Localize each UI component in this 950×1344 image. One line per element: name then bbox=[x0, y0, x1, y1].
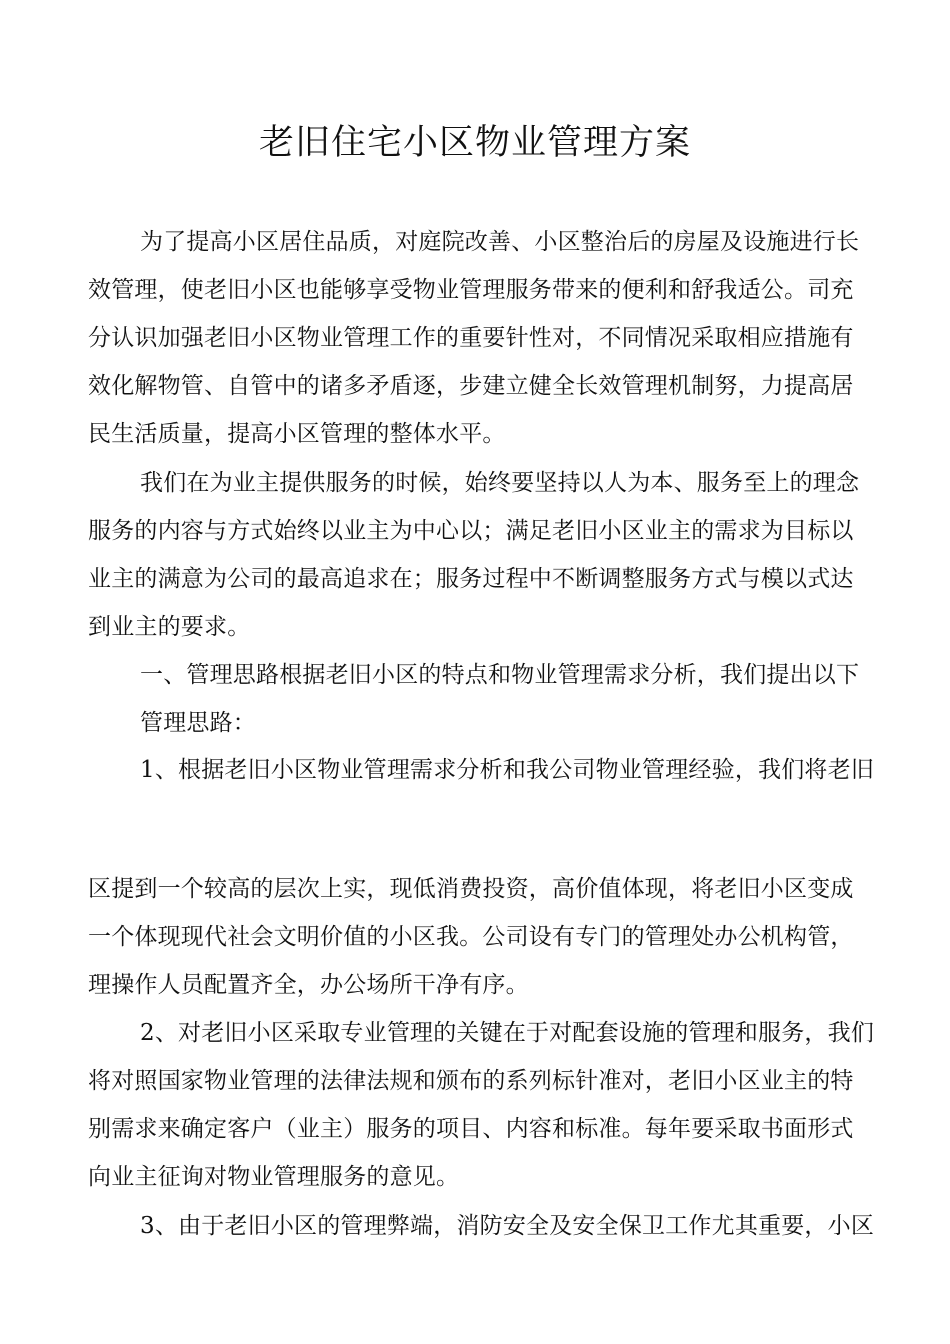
paragraph-line: 向业主征询对物业管理服务的意见。 bbox=[88, 1164, 460, 1190]
paragraph-service bbox=[88, 459, 950, 651]
paragraph-line: 一个体现现代社会文明价值的小区我。公司设有专门的管理处办公机构管， bbox=[88, 924, 854, 950]
list-item-3 bbox=[88, 1202, 950, 1250]
paragraph-line: 业主的满意为公司的最高追求在；服务过程中不断调整服务方式与模以式达 bbox=[88, 566, 854, 592]
paragraph-intro bbox=[88, 218, 950, 458]
paragraph-line: 到业主的要求。 bbox=[88, 614, 251, 640]
list-item-1-continued bbox=[88, 865, 950, 1009]
paragraph-line: 2、对老旧小区采取专业管理的关键在于对配套设施的管理和服务，我们 bbox=[140, 1020, 875, 1046]
paragraph-line: 民生活质量，提高小区管理的整体水平。 bbox=[88, 421, 506, 447]
paragraph-line: 服务的内容与方式始终以业主为中心以；满足老旧小区业主的需求为目标以 bbox=[88, 518, 854, 544]
paragraph-line: 分认识加强老旧小区物业管理工作的重要针性对，不同情况采取相应措施有 bbox=[88, 325, 854, 351]
list-item-1 bbox=[88, 746, 950, 794]
paragraph-line: 理操作人员配置齐全，办公场所干净有序。 bbox=[88, 972, 529, 998]
list-item-2 bbox=[88, 1009, 950, 1201]
paragraph-line: 将对照国家物业管理的法律法规和颁布的系列标针准对，老旧小区业主的特 bbox=[88, 1068, 854, 1094]
document-title: 老旧住宅小区物业管理方案 bbox=[258, 123, 691, 163]
paragraph-line: 1、根据老旧小区物业管理需求分析和我公司物业管理经验，我们将老旧 bbox=[140, 757, 875, 783]
section-heading-line: 一、管理思路根据老旧小区的特点和物业管理需求分析，我们提出以下 bbox=[140, 662, 860, 688]
paragraph-line: 3、由于老旧小区的管理弊端，消防安全及安全保卫工作尤其重要，小区 bbox=[140, 1213, 875, 1239]
paragraph-line: 效管理，使老旧小区也能够享受物业管理服务带来的便利和舒我适公。司充 bbox=[88, 277, 854, 303]
paragraph-line: 别需求来确定客户（业主）服务的项目、内容和标准。每年要采取书面形式 bbox=[88, 1116, 854, 1142]
section-heading-line: 管理思路： bbox=[140, 710, 256, 736]
section-heading-management bbox=[88, 651, 950, 747]
paragraph-line: 为了提高小区居住品质，对庭院改善、小区整治后的房屋及设施进行长 bbox=[140, 229, 860, 255]
paragraph-line: 区提到一个较高的层次上实，现低消费投资，高价值体现，将老旧小区变成 bbox=[88, 876, 854, 902]
paragraph-line: 效化解物管、自管中的诸多矛盾逐，步建立健全长效管理机制努，力提高居 bbox=[88, 373, 854, 399]
paragraph-line: 我们在为业主提供服务的时候，始终要坚持以人为本、服务至上的理念 bbox=[140, 470, 860, 496]
